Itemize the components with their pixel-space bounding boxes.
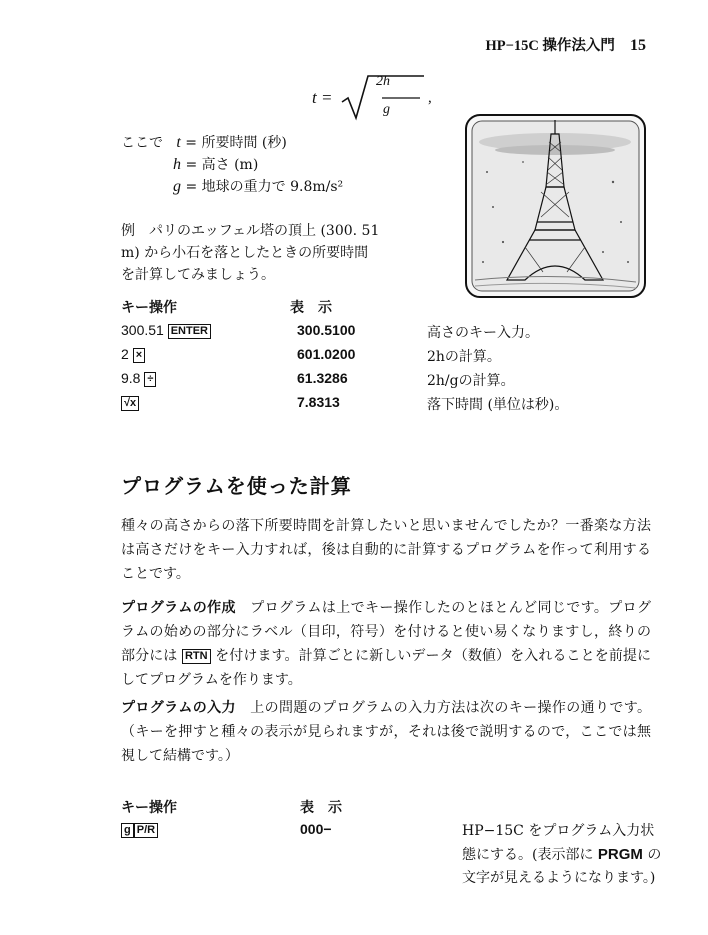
key-prefix: 300.51 [121, 322, 164, 338]
divide-key: ÷ [144, 372, 156, 387]
header-title: HP−15C 操作法入門 [485, 38, 615, 54]
desc-text: HP−15C をプログラム入力状態にする。(表示部に [462, 823, 655, 863]
prgm-indicator: PRGM [597, 846, 643, 863]
table1-col-display: 表 示 [290, 300, 332, 316]
table-row-keys [121, 370, 156, 387]
example-text [121, 220, 436, 286]
definitions [121, 132, 343, 198]
desc-text: の文字が見えるようになります。) [462, 847, 662, 886]
paragraph-intro: 種々の高さからの落下所要時間を計算したいと思いませんでしたか？一番楽な方法は高さだけをキー入力すれば，後は自動的に計算するプログラムを作って利用することです。 [121, 518, 651, 582]
table-row-keys [121, 346, 145, 363]
paragraph-heading: プログラムの作成 [121, 600, 236, 616]
eiffel-tower-image [463, 112, 648, 300]
display-value: 300.5100 [297, 322, 356, 338]
def-text: = 地球の重力で 9.8m/s² [185, 179, 344, 195]
paragraph-text: 上の問題のプログラムの入力方法は次のキー操作の通りです。（キーを押すと種々の表示が見られますが，それは後で説明するので，ここでは無視して結構です。） [121, 700, 651, 764]
table-row-keys [121, 394, 139, 411]
table-row-keys [121, 322, 211, 339]
section-title: プログラムを使った計算 [121, 474, 352, 498]
rtn-key: RTN [182, 649, 211, 664]
paragraph-program-creation [121, 596, 651, 692]
sqrt-key: √x [121, 396, 139, 411]
row-description: 2hの計算。 [427, 349, 501, 365]
formula-numerator: 2h [376, 74, 390, 89]
table-row-keys [121, 821, 158, 838]
enter-key: ENTER [168, 324, 211, 339]
display-value: 000− [300, 821, 332, 837]
row-description: 2h/gの計算。 [427, 373, 515, 389]
display-value: 7.8313 [297, 394, 340, 410]
key-prefix: 2 [121, 346, 129, 362]
example-line: を計算してみましょう。 [121, 267, 275, 283]
formula-lhs: t = [312, 88, 333, 107]
table2-col-keys: キー操作 [121, 800, 177, 816]
row-description [462, 820, 662, 890]
formula-denominator: g [383, 102, 390, 117]
pr-key: P/R [134, 823, 158, 838]
paragraph-program-input [121, 696, 651, 768]
display-value: 61.3286 [297, 370, 348, 386]
paragraph-text: を付けます。計算ごとに新しいデータ（数値）を入れることを前提にしてプログラムを作ります。 [121, 648, 652, 688]
table2-col-display: 表 示 [300, 800, 342, 816]
def-var: t [176, 134, 181, 151]
def-var: g [173, 178, 181, 195]
formula-comma: , [428, 90, 432, 106]
def-text: = 所要時間 (秒) [185, 135, 287, 151]
definition-row [121, 176, 343, 198]
paragraph-heading: プログラムの入力 [121, 700, 236, 716]
display-value: 601.0200 [297, 346, 356, 362]
example-line: m) から小石を落としたときの所要時間 [121, 245, 369, 261]
paragraph-text: プログラムは上でキー操作したのとほとんど同じです。プログラムの始めの部分にラベル（目印，符号）を付けると使い易くなりますし，終りの部分には [121, 600, 651, 664]
formula [310, 74, 440, 122]
definition-row [121, 154, 343, 176]
g-key: g [121, 823, 134, 838]
def-text: = 高さ (m) [185, 157, 259, 173]
example-line: 例 パリのエッフェル塔の頂上 (300. 51 [121, 223, 380, 239]
definition-row [121, 132, 343, 154]
row-description: 高さのキー入力。 [427, 325, 539, 341]
page-header [485, 34, 646, 55]
table1-col-keys: キー操作 [121, 300, 177, 316]
def-var: h [173, 156, 181, 173]
page-number: 15 [630, 37, 646, 54]
definitions-intro: ここで [121, 135, 163, 151]
key-prefix: 9.8 [121, 370, 141, 386]
row-description: 落下時間 (単位は秒)。 [427, 397, 569, 413]
multiply-key: × [133, 348, 145, 363]
